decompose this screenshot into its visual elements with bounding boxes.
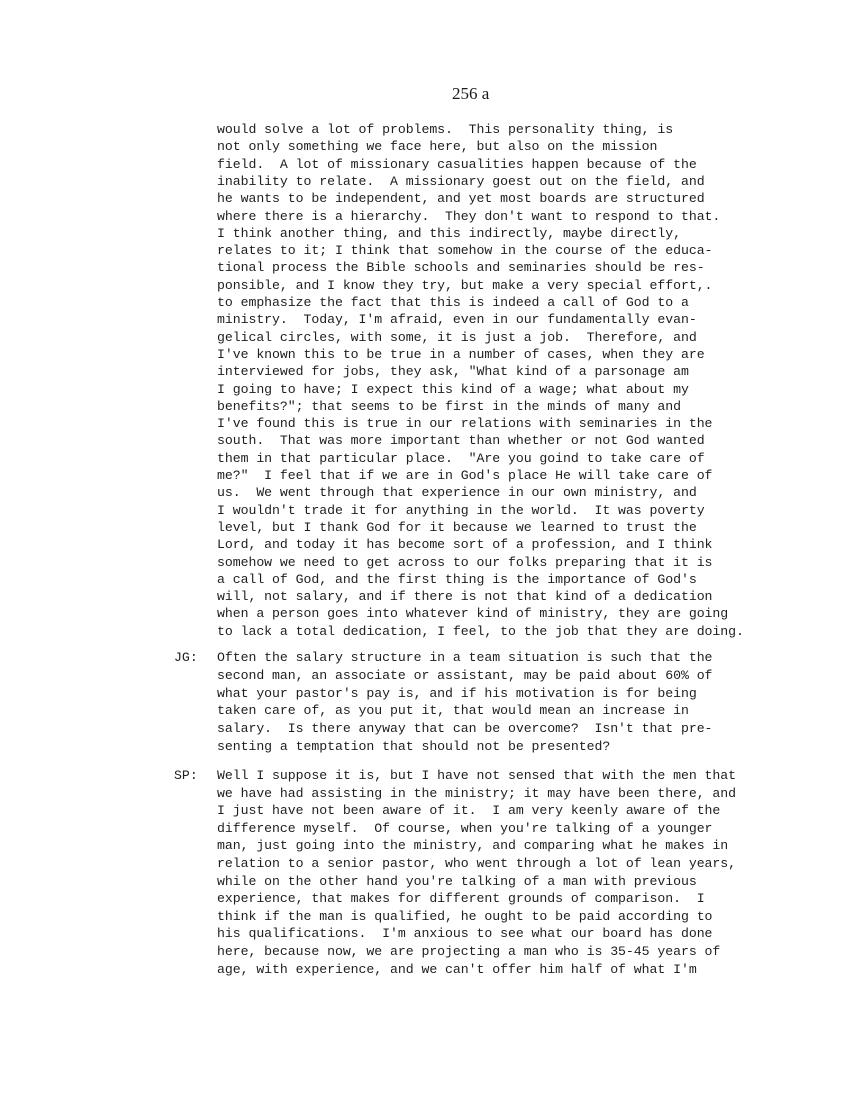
text-line: I've found this is true in our relations with seminaries in the bbox=[217, 416, 713, 432]
text-line: I've known this to be true in a number of cases, when they are bbox=[217, 346, 705, 362]
text-line: I think another thing, and this indirectly, maybe directly, bbox=[217, 225, 681, 241]
text-line: while on the other hand you're talking of a man with previous bbox=[217, 873, 697, 889]
text-line: senting a temptation that should not be presented? bbox=[217, 739, 611, 754]
speaker-label-jg: JG: bbox=[174, 650, 198, 665]
text-line: he wants to be independent, and yet most boards are structured bbox=[217, 191, 705, 207]
text-line: somehow we need to get across to our folks preparing that it is bbox=[217, 554, 713, 570]
text-line: difference myself. Of course, when you're talking of a younger bbox=[217, 820, 713, 836]
text-line: benefits?"; that seems to be first in the minds of many and bbox=[217, 398, 681, 414]
text-line: field. A lot of missionary casualities happen because of the bbox=[217, 156, 697, 172]
text-line: taken care of, as you put it, that would mean an increase in bbox=[217, 703, 689, 719]
text-line: us. We went through that experience in our own ministry, and bbox=[217, 485, 697, 501]
text-line: ministry. Today, I'm afraid, even in our fundamentally evan- bbox=[217, 312, 697, 328]
text-line: I wouldn't trade it for anything in the world. It was poverty bbox=[217, 502, 705, 518]
text-line: I just have not been aware of it. I am very keenly aware of the bbox=[217, 803, 721, 819]
text-line: interviewed for jobs, they ask, "What kind of a parsonage am bbox=[217, 364, 689, 380]
text-line: level, but I thank God for it because we learned to trust the bbox=[217, 519, 697, 535]
text-line: what your pastor's pay is, and if his motivation is for being bbox=[217, 685, 697, 701]
text-line: where there is a hierarchy. They don't want to respond to that. bbox=[217, 208, 721, 224]
text-line: would solve a lot of problems. This personality thing, is bbox=[217, 122, 674, 137]
text-line: a call of God, and the first thing is the importance of God's bbox=[217, 571, 697, 587]
text-line: when a person goes into whatever kind of ministry, they are going bbox=[217, 606, 729, 622]
text-line: Lord, and today it has become sort of a profession, and I think bbox=[217, 537, 713, 553]
text-line: think if the man is qualified, he ought to be paid according to bbox=[217, 908, 713, 924]
text-line: here, because now, we are projecting a man who is 35-45 years of bbox=[217, 944, 721, 959]
text-line: age, with experience, and we can't offer him half of what I'm bbox=[217, 961, 697, 977]
speaker-label-sp: SP: bbox=[174, 768, 198, 783]
text-line: his qualifications. I'm anxious to see what our board has done bbox=[217, 926, 713, 942]
text-line: them in that particular place. "Are you goind to take care of bbox=[217, 450, 705, 466]
page-number: 256 a bbox=[452, 84, 490, 103]
text-line: inability to relate. A missionary goest out on the field, and bbox=[217, 173, 705, 189]
text-line: I going to have; I expect this kind of a wage; what about my bbox=[217, 381, 689, 397]
text-line: Well I suppose it is, but I have not sensed that with the men that bbox=[217, 768, 737, 783]
text-line: not only something we face here, but also on the mission bbox=[217, 139, 658, 155]
text-line: gelical circles, with some, it is just a job. Therefore, and bbox=[217, 329, 697, 345]
text-line: man, just going into the ministry, and comparing what he makes in bbox=[217, 838, 729, 854]
text-line: salary. Is there anyway that can be overcome? Isn't that pre- bbox=[217, 721, 713, 737]
text-line: second man, an associate or assistant, may be paid about 60% of bbox=[217, 667, 713, 683]
text-line: experience, that makes for different grounds of comparison. I bbox=[217, 891, 705, 907]
text-line: to emphasize the fact that this is indeed a call of God to a bbox=[217, 295, 689, 310]
text-line: me?" I feel that if we are in God's place He will take care of bbox=[217, 468, 713, 483]
text-line: will, not salary, and if there is not that kind of a dedication bbox=[217, 589, 713, 605]
text-line: south. That was more important than whether or not God wanted bbox=[217, 433, 705, 449]
text-line: Often the salary structure in a team situation is such that the bbox=[217, 650, 713, 665]
text-line: to lack a total dedication, I feel, to the job that they are doing. bbox=[217, 623, 744, 639]
text-line: ponsible, and I know they try, but make a very special effort,. bbox=[217, 277, 713, 293]
text-line: relation to a senior pastor, who went through a lot of lean years, bbox=[217, 856, 737, 871]
text-line: we have had assisting in the ministry; it may have been there, and bbox=[217, 785, 737, 801]
text-line: relates to it; I think that somehow in the course of the educa- bbox=[217, 243, 713, 259]
text-line: tional process the Bible schools and seminaries should be res- bbox=[217, 260, 705, 276]
